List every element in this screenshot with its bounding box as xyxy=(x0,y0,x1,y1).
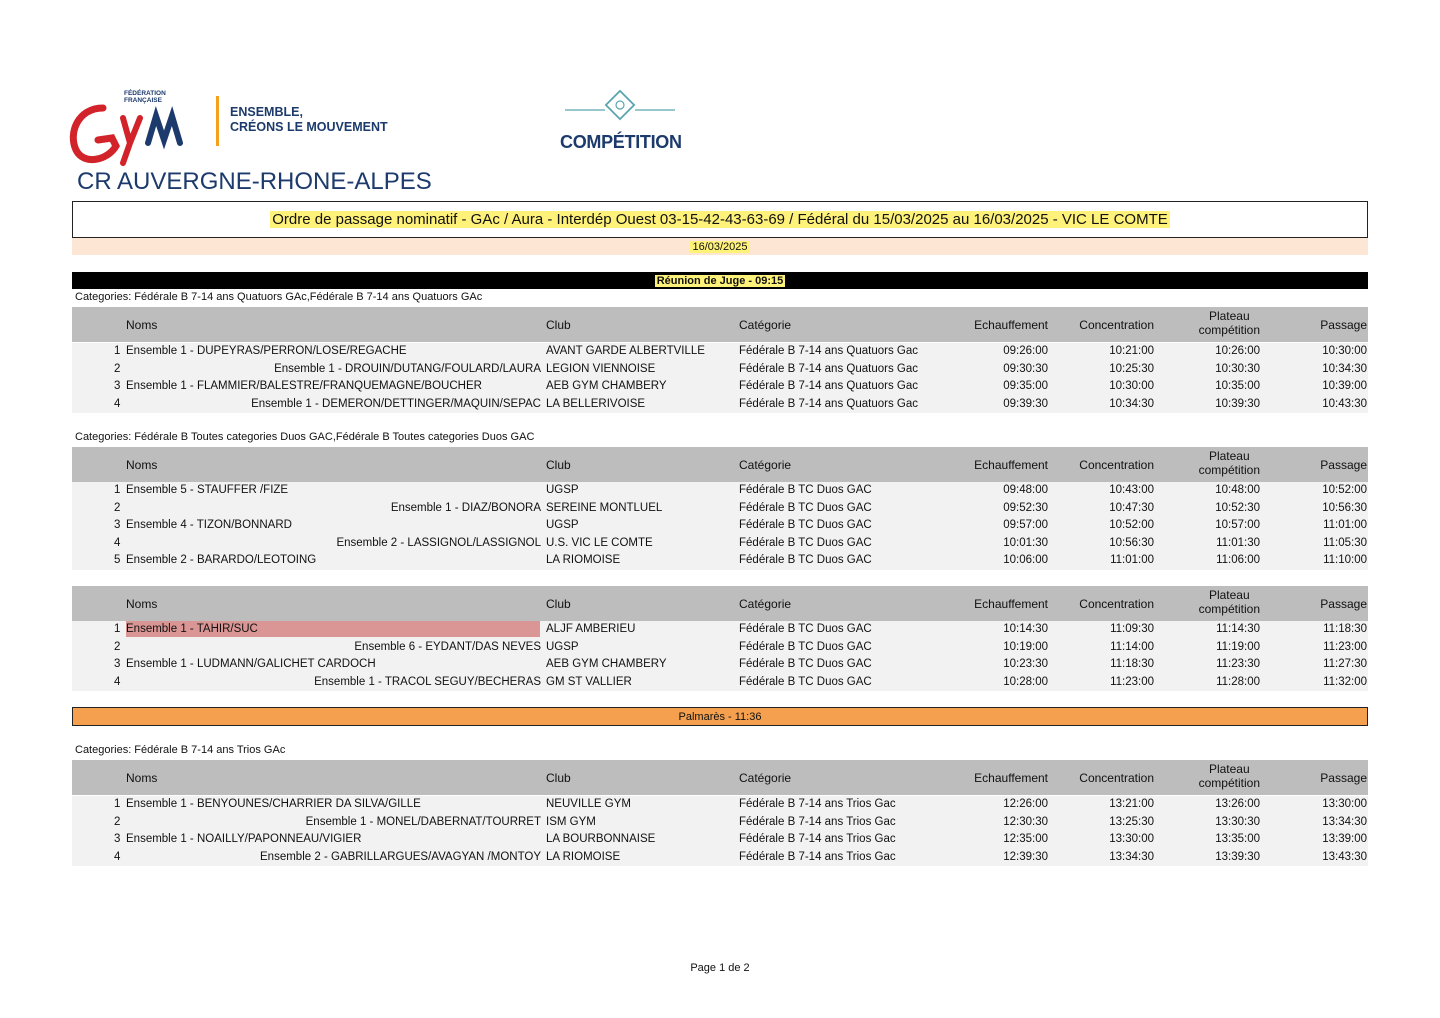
row-club: LA BOURBONNAISE xyxy=(546,833,656,845)
row-number: 4 xyxy=(114,397,121,410)
slogan xyxy=(230,105,388,135)
table-row xyxy=(72,656,1368,674)
row-concentration: 13:30:00 xyxy=(1109,833,1154,845)
row-club: ALJF AMBERIEU xyxy=(546,623,636,635)
date-text: 16/03/2025 xyxy=(692,240,748,253)
table-row xyxy=(72,517,1368,535)
row-concentration: 13:34:30 xyxy=(1109,850,1154,863)
row-number: 1 xyxy=(114,345,121,357)
row-passage: 11:32:00 xyxy=(1323,675,1367,688)
row-echauffement: 09:30:30 xyxy=(1003,362,1048,375)
col-plateau-line2: compétition xyxy=(1198,323,1260,337)
table-row xyxy=(72,831,1368,849)
col-noms: Noms xyxy=(126,771,158,785)
row-passage: 13:39:00 xyxy=(1322,833,1367,845)
row-echauffement: 12:26:00 xyxy=(1003,798,1048,810)
row-echauffement: 09:39:30 xyxy=(1003,397,1048,410)
row-club: AEB GYM CHAMBERY xyxy=(546,658,667,670)
row-categorie: Fédérale B TC Duos GAC xyxy=(739,623,872,635)
row-concentration: 10:52:00 xyxy=(1109,519,1154,531)
row-plateau: 10:52:30 xyxy=(1215,501,1260,514)
row-number: 2 xyxy=(114,815,121,828)
row-plateau: 11:06:00 xyxy=(1216,554,1260,566)
row-passage: 11:27:30 xyxy=(1323,658,1367,670)
row-plateau: 11:23:30 xyxy=(1216,658,1260,670)
row-plateau: 11:19:00 xyxy=(1216,640,1260,653)
row-noms: Ensemble 1 - DIAZ/BONORA xyxy=(390,501,541,514)
col-noms: Noms xyxy=(126,458,158,472)
col-concentration: Concentration xyxy=(1079,318,1154,332)
row-plateau: 13:26:00 xyxy=(1215,798,1260,810)
col-categorie: Catégorie xyxy=(739,597,792,611)
row-categorie: Fédérale B 7-14 ans Quatuors Gac xyxy=(739,362,918,375)
row-concentration: 11:18:30 xyxy=(1110,658,1154,670)
col-passage: Passage xyxy=(1320,458,1367,472)
col-club: Club xyxy=(546,458,571,472)
row-echauffement: 09:48:00 xyxy=(1003,484,1048,496)
col-categorie: Catégorie xyxy=(739,458,792,472)
row-concentration: 10:34:30 xyxy=(1109,397,1154,410)
organization-title: CR AUVERGNE-RHONE-ALPES xyxy=(77,168,432,195)
row-noms: Ensemble 1 - MONEL/DABERNAT/TOURRET xyxy=(305,815,541,828)
page-footer: Page 1 de 2 xyxy=(690,962,750,974)
table-row xyxy=(72,552,1368,570)
row-concentration: 10:43:00 xyxy=(1109,484,1154,496)
row-passage: 11:23:00 xyxy=(1323,640,1367,653)
row-club: LA RIOMOISE xyxy=(546,554,621,566)
row-plateau: 11:01:30 xyxy=(1216,536,1260,549)
row-number: 3 xyxy=(114,380,121,392)
row-noms: Ensemble 5 - STAUFFER /FIZE xyxy=(126,484,289,496)
reunion-banner xyxy=(72,272,1368,289)
row-number: 4 xyxy=(114,536,121,549)
row-concentration: 11:09:30 xyxy=(1110,623,1154,635)
row-echauffement: 12:39:30 xyxy=(1003,850,1048,863)
row-echauffement: 12:30:30 xyxy=(1003,815,1048,828)
row-plateau: 11:28:00 xyxy=(1216,675,1260,688)
row-club: LA RIOMOISE xyxy=(546,850,621,863)
table-row xyxy=(72,639,1368,657)
row-number: 1 xyxy=(114,623,121,635)
row-number: 3 xyxy=(114,658,121,670)
table-row xyxy=(72,500,1368,518)
row-club: UGSP xyxy=(546,519,579,531)
col-noms: Noms xyxy=(126,597,158,611)
row-number: 4 xyxy=(114,675,121,688)
row-noms: Ensemble 6 - EYDANT/DAS NEVES xyxy=(354,640,541,653)
row-categorie: Fédérale B TC Duos GAC xyxy=(739,536,872,549)
table-row xyxy=(72,396,1368,414)
logo-gym-text xyxy=(0,0,1,1)
row-plateau: 10:30:30 xyxy=(1215,362,1260,375)
row-echauffement: 12:35:00 xyxy=(1003,833,1048,845)
col-plateau-line2: compétition xyxy=(1198,776,1260,790)
row-plateau: 10:39:30 xyxy=(1215,397,1260,410)
table-row xyxy=(72,621,1368,639)
row-club: AEB GYM CHAMBERY xyxy=(546,380,667,392)
row-passage: 10:43:30 xyxy=(1322,397,1367,410)
row-concentration: 11:14:00 xyxy=(1110,640,1154,653)
section-2-label: Categories: Fédérale B Toutes categories Duos GAC,Fédérale B Toutes categories Duos GAC xyxy=(75,431,535,443)
row-categorie: Fédérale B 7-14 ans Trios Gac xyxy=(739,850,896,863)
row-passage: 11:05:30 xyxy=(1323,536,1367,549)
row-categorie: Fédérale B 7-14 ans Trios Gac xyxy=(739,815,896,828)
col-categorie: Catégorie xyxy=(739,318,792,332)
row-concentration: 13:25:30 xyxy=(1109,815,1154,828)
table-row xyxy=(72,361,1368,379)
row-club: SEREINE MONTLUEL xyxy=(546,501,663,514)
table-row xyxy=(72,535,1368,553)
row-categorie: Fédérale B TC Duos GAC xyxy=(739,675,872,688)
col-passage: Passage xyxy=(1320,771,1367,785)
col-plateau-line1: Plateau xyxy=(1208,449,1250,463)
row-categorie: Fédérale B 7-14 ans Quatuors Gac xyxy=(739,345,918,357)
row-passage: 11:18:30 xyxy=(1323,623,1367,635)
col-concentration: Concentration xyxy=(1079,597,1154,611)
row-echauffement: 10:14:30 xyxy=(1003,623,1048,635)
table-row xyxy=(72,814,1368,832)
col-club: Club xyxy=(546,318,571,332)
reunion-text: Réunion de Juge - 09:15 xyxy=(656,274,784,287)
row-plateau: 10:57:00 xyxy=(1215,519,1260,531)
row-club: AVANT GARDE ALBERTVILLE xyxy=(546,345,705,357)
row-passage: 11:01:00 xyxy=(1323,519,1367,531)
row-noms: Ensemble 4 - TIZON/BONNARD xyxy=(126,519,292,531)
row-passage: 10:34:30 xyxy=(1322,362,1367,375)
section-4-label: Categories: Fédérale B 7-14 ans Trios GAc xyxy=(75,744,286,756)
row-categorie: Fédérale B TC Duos GAC xyxy=(739,501,872,514)
row-noms: Ensemble 2 - BARARDO/LEOTOING xyxy=(126,554,317,566)
col-club: Club xyxy=(546,597,571,611)
row-plateau: 10:26:00 xyxy=(1215,345,1260,357)
row-echauffement: 10:01:30 xyxy=(1003,536,1048,549)
slogan-line-2: CRÉONS LE MOUVEMENT xyxy=(230,120,388,134)
competition-label: COMPÉTITION xyxy=(560,132,682,152)
row-club: GM ST VALLIER xyxy=(546,675,632,688)
row-echauffement: 09:26:00 xyxy=(1003,345,1048,357)
row-plateau: 11:14:30 xyxy=(1216,623,1260,635)
row-number: 1 xyxy=(114,484,121,496)
row-noms: Ensemble 2 - LASSIGNOL/LASSIGNOL xyxy=(336,536,541,549)
row-number: 2 xyxy=(114,362,121,375)
row-concentration: 10:56:30 xyxy=(1109,536,1154,549)
row-echauffement: 09:57:00 xyxy=(1003,519,1048,531)
table-row xyxy=(72,796,1368,814)
row-categorie: Fédérale B TC Duos GAC xyxy=(739,658,872,670)
col-plateau xyxy=(1199,588,1260,616)
col-concentration: Concentration xyxy=(1079,458,1154,472)
row-plateau: 10:35:00 xyxy=(1215,380,1260,392)
row-noms: Ensemble 1 - LUDMANN/GALICHET CARDOCH xyxy=(126,658,376,670)
col-plateau xyxy=(1199,449,1260,477)
table-row xyxy=(72,849,1368,867)
row-noms-highlighted: Ensemble 1 - TAHIR/SUC xyxy=(126,621,540,637)
row-passage: 10:39:00 xyxy=(1322,380,1367,392)
row-passage: 10:52:00 xyxy=(1322,484,1367,496)
row-number: 1 xyxy=(114,798,121,810)
row-categorie: Fédérale B TC Duos GAC xyxy=(739,554,872,566)
row-echauffement: 10:23:30 xyxy=(1003,658,1048,670)
row-club: ISM GYM xyxy=(546,815,596,828)
col-categorie: Catégorie xyxy=(739,771,792,785)
row-categorie: Fédérale B 7-14 ans Quatuors Gac xyxy=(739,380,918,392)
table-header xyxy=(72,586,1368,621)
row-number: 2 xyxy=(114,501,121,514)
col-echauffement: Echauffement xyxy=(974,771,1048,785)
row-plateau: 13:35:00 xyxy=(1215,833,1260,845)
row-concentration: 11:23:00 xyxy=(1110,675,1154,688)
row-club: LEGION VIENNOISE xyxy=(546,362,656,375)
palmares-banner: Palmarès - 11:36 xyxy=(72,707,1368,726)
col-plateau-line2: compétition xyxy=(1198,463,1260,477)
table-header xyxy=(72,447,1368,482)
row-categorie: Fédérale B 7-14 ans Trios Gac xyxy=(739,833,896,845)
col-echauffement: Echauffement xyxy=(974,597,1048,611)
col-noms: Noms xyxy=(126,318,158,332)
row-passage: 10:30:00 xyxy=(1322,345,1367,357)
row-categorie: Fédérale B 7-14 ans Quatuors Gac xyxy=(739,397,918,410)
table-row xyxy=(72,674,1368,692)
col-plateau-line2: compétition xyxy=(1198,602,1260,616)
col-plateau xyxy=(1199,762,1260,790)
row-noms: Ensemble 2 - GABRILLARGUES/AVAGYAN /MONTOY xyxy=(260,850,541,863)
row-noms: Ensemble 1 - BENYOUNES/CHARRIER DA SILVA/GILLE xyxy=(126,798,421,810)
col-plateau-line1: Plateau xyxy=(1208,309,1250,323)
row-club: UGSP xyxy=(546,640,579,653)
row-passage: 10:56:30 xyxy=(1322,501,1367,514)
row-categorie: Fédérale B TC Duos GAC xyxy=(739,484,872,496)
row-categorie: Fédérale B TC Duos GAC xyxy=(739,640,872,653)
document-title-text: Ordre de passage nominatif - GAc / Aura - Interdép Ouest 03-15-42-43-63-69 / Fédéral du 15/03/2025 au 16/03/2025 - VIC LE COMTE xyxy=(272,211,1168,228)
row-noms: Ensemble 1 - FLAMMIER/BALESTRE/FRANQUEMAGNE/BOUCHER xyxy=(126,380,482,392)
row-concentration: 11:01:00 xyxy=(1110,554,1154,566)
col-concentration: Concentration xyxy=(1079,771,1154,785)
row-concentration: 10:25:30 xyxy=(1109,362,1154,375)
row-number: 5 xyxy=(114,554,121,566)
row-echauffement: 10:28:00 xyxy=(1003,675,1048,688)
row-noms: Ensemble 1 - TRACOL SEGUY/BECHERAS xyxy=(314,675,541,688)
date-bar xyxy=(72,238,1368,255)
col-plateau-line1: Plateau xyxy=(1208,762,1250,776)
row-plateau: 13:30:30 xyxy=(1215,815,1260,828)
col-echauffement: Echauffement xyxy=(974,458,1048,472)
row-noms: Ensemble 1 - DEMERON/DETTINGER/MAQUIN/SEPAC xyxy=(251,397,541,410)
row-passage: 11:10:00 xyxy=(1323,554,1367,566)
col-plateau-line1: Plateau xyxy=(1208,588,1250,602)
row-categorie: Fédérale B 7-14 ans Trios Gac xyxy=(739,798,896,810)
row-number: 3 xyxy=(114,833,121,845)
row-club: NEUVILLE GYM xyxy=(546,798,631,810)
document-title xyxy=(72,201,1368,238)
row-concentration: 13:21:00 xyxy=(1109,798,1154,810)
row-number: 2 xyxy=(114,640,121,653)
row-noms: Ensemble 1 - NOAILLY/PAPONNEAU/VIGIER xyxy=(126,833,362,845)
col-echauffement: Echauffement xyxy=(974,318,1048,332)
col-club: Club xyxy=(546,771,571,785)
table-row xyxy=(72,378,1368,396)
row-passage: 13:30:00 xyxy=(1322,798,1367,810)
row-noms: Ensemble 1 - DUPEYRAS/PERRON/LOSE/REGACHE xyxy=(126,345,407,357)
row-club: U.S. VIC LE COMTE xyxy=(546,536,653,549)
col-passage: Passage xyxy=(1320,318,1367,332)
row-echauffement: 09:52:30 xyxy=(1003,501,1048,514)
row-number: 3 xyxy=(114,519,121,531)
table-row xyxy=(72,482,1368,500)
row-concentration: 10:30:00 xyxy=(1109,380,1154,392)
col-passage: Passage xyxy=(1320,597,1367,611)
table-row xyxy=(72,343,1368,361)
row-plateau: 13:39:30 xyxy=(1215,850,1260,863)
table-header xyxy=(72,760,1368,795)
row-echauffement: 10:06:00 xyxy=(1003,554,1048,566)
row-plateau: 10:48:00 xyxy=(1215,484,1260,496)
row-noms: Ensemble 1 - DROUIN/DUTANG/FOULARD/LAURA xyxy=(274,362,541,375)
row-passage: 13:34:30 xyxy=(1322,815,1367,828)
logo-small-text: FÉDÉRATION FRANÇAISE xyxy=(124,90,166,104)
col-plateau xyxy=(1199,309,1260,337)
row-concentration: 10:47:30 xyxy=(1109,501,1154,514)
row-number: 4 xyxy=(114,850,121,863)
row-club: UGSP xyxy=(546,484,579,496)
slogan-line-1: ENSEMBLE, xyxy=(230,105,303,119)
row-echauffement: 10:19:00 xyxy=(1003,640,1048,653)
row-concentration: 10:21:00 xyxy=(1109,345,1154,357)
section-1-label: Categories: Fédérale B 7-14 ans Quatuors GAc,Fédérale B 7-14 ans Quatuors GAc xyxy=(75,291,483,303)
row-passage: 13:43:30 xyxy=(1322,850,1367,863)
row-club: LA BELLERIVOISE xyxy=(546,397,646,410)
row-echauffement: 09:35:00 xyxy=(1003,380,1048,392)
row-categorie: Fédérale B TC Duos GAC xyxy=(739,519,872,531)
table-header xyxy=(72,307,1368,342)
